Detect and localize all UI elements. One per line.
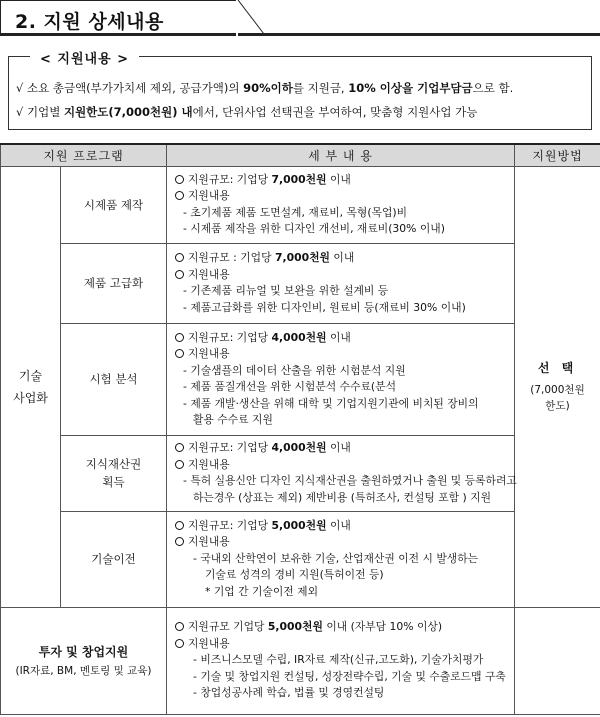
scale-amount: 5,000천원: [267, 620, 323, 634]
program-name-line-2: 획득: [102, 475, 125, 489]
scale-suffix: 이내: [326, 172, 351, 186]
table-row: [1, 323, 600, 435]
detail-item: - 초기제품 제품 도면설계, 재료비, 목형(목업)비: [183, 205, 408, 219]
detail-item: - 창업성공사례 학습, 법률 및 경영컨설팅: [193, 686, 385, 700]
table-row: [1, 243, 600, 323]
program-detail: [167, 511, 515, 607]
scale-suffix: 이내 (자부담 10% 이상): [322, 620, 443, 634]
program-detail: [167, 607, 515, 714]
support-program-table: [0, 143, 600, 715]
circle-bullet-icon: [175, 175, 184, 184]
circle-bullet-icon: [175, 349, 184, 358]
program-name: [61, 435, 167, 511]
program-name: 기술이전: [61, 511, 167, 607]
circle-bullet-icon: [175, 270, 184, 279]
support-line-1-mid: 를 지원금,: [292, 81, 349, 95]
method-sub-2: 한도): [545, 400, 570, 412]
circle-bullet-icon: [175, 253, 184, 262]
detail-item: * 기업 간 기술이전 제외: [205, 584, 318, 598]
support-label: < 지원내용 >: [30, 48, 139, 67]
detail-item: 기술료 성격의 경비 지원(특허이전 등): [205, 568, 384, 582]
scale-prefix: 지원규모: 기업당: [188, 441, 272, 454]
scale-prefix: 지원규모 기업당: [188, 620, 268, 634]
scale-prefix: 지원규모 : 기업당: [188, 251, 275, 264]
program-name-line-1: 지식재산권: [85, 457, 142, 471]
support-method: [515, 166, 600, 607]
header-detail: 세 부 내 용: [167, 144, 515, 166]
content-label: 지원내용: [188, 267, 230, 281]
content-label: 지원내용: [188, 347, 230, 360]
scale-prefix: 지원규모: 기업당: [188, 518, 272, 532]
circle-bullet-icon: [175, 460, 184, 469]
support-line-1-bold-a: 90%이하: [243, 81, 293, 95]
scale-suffix: 이내: [329, 251, 355, 264]
category-1-line-2: 사업화: [13, 390, 48, 405]
section-title-box: [0, 0, 238, 36]
category-investment-startup: [1, 607, 167, 714]
support-line-1: [16, 80, 513, 96]
detail-item: - 기술 및 창업지원 컨설팅, 성장전략수립, 기술 및 수출로드맵 구축: [193, 669, 506, 683]
program-detail: [167, 435, 515, 511]
support-line-2-suffix: 에서, 단위사업 선택권을 부여하여, 맞춤형 지원사업 가능: [192, 105, 478, 119]
content-label: 지원내용: [188, 189, 230, 202]
title-slant-decoration: [236, 0, 266, 36]
content-label: 지원내용: [188, 535, 230, 549]
detail-item: - 제품고급화를 위한 디자인비, 원료비 등(재료비 30% 이내): [183, 300, 466, 314]
table-header-row: [1, 144, 600, 166]
scale-prefix: 지원규모: 기업당: [188, 330, 272, 344]
scale-suffix: 이내: [326, 441, 351, 454]
table-row: [1, 511, 600, 607]
detail-item: - 비즈니스모델 수립, IR자료 제작(신규,고도화), 기술가치평가: [193, 653, 484, 667]
support-line-2-text: √ 기업별: [16, 105, 64, 119]
detail-item: 활용 수수료 지원: [193, 413, 273, 426]
table-row: [1, 166, 600, 243]
scale-amount: 5,000천원: [271, 518, 327, 532]
content-label: 지원내용: [188, 457, 230, 471]
circle-bullet-icon: [175, 443, 184, 452]
method-sub-1: (7,000천원: [530, 384, 585, 396]
header-method: 지원방법: [515, 144, 600, 166]
circle-bullet-icon: [175, 521, 184, 530]
detail-item: - 특허 실용신안 디자인 지식재산권을 출원하였거나 출원 및 등록하려고: [183, 474, 517, 487]
detail-item: - 국내외 산학연이 보유한 기술, 산업재산권 이전 시 발생하는: [193, 551, 479, 565]
table-row: [1, 607, 600, 714]
section-header: [0, 0, 600, 40]
method-main: 선 택: [537, 361, 578, 375]
header-program: 지원 프로그램: [1, 144, 167, 166]
detail-item: - 제품 개발·생산을 위해 대학 및 기업지원기관에 비치된 장비의: [183, 396, 479, 410]
scale-amount: 4,000천원: [271, 441, 327, 454]
category-2-line-1: 투자 및 창업지원: [38, 644, 129, 659]
program-detail: [167, 166, 515, 243]
scale-amount: 4,000천원: [271, 330, 327, 344]
detail-item: - 기존제품 리뉴얼 및 보완을 위한 설계비 등: [183, 284, 389, 297]
category-1-line-1: 기술: [18, 368, 43, 383]
program-detail: [167, 323, 515, 435]
table-row: [1, 435, 600, 511]
program-detail: [167, 243, 515, 323]
support-line-2-bold: 지원한도(7,000천원) 내: [63, 105, 193, 119]
category-tech-commercialization: [1, 166, 61, 607]
detail-item: - 제품 품질개선을 위한 시험분석 수수료(분석: [183, 380, 397, 393]
program-name: 시제품 제작: [61, 166, 167, 243]
section-title: 2. 지원 상세내용: [15, 11, 164, 33]
circle-bullet-icon: [175, 537, 184, 546]
scale-suffix: 이내: [326, 330, 351, 344]
scale-suffix: 이내: [326, 518, 351, 532]
scale-amount: 7,000천원: [274, 251, 330, 264]
support-line-1-bold-b: 10% 이상을 기업부담금: [348, 81, 473, 95]
circle-bullet-icon: [175, 191, 184, 200]
support-method-empty: [515, 607, 600, 714]
program-name: 제품 고급화: [61, 243, 167, 323]
support-line-2: [16, 104, 477, 120]
circle-bullet-icon: [175, 333, 184, 342]
support-line-1-text: √ 소요 총금액(부가가치세 제외, 공급가액)의: [16, 81, 244, 95]
circle-bullet-icon: [175, 639, 184, 648]
program-name: 시험 분석: [61, 323, 167, 435]
circle-bullet-icon: [175, 622, 184, 631]
detail-item: 하는경우 (상표는 제외) 제반비용 (특허조사, 컨설팅 포함 ) 지원: [193, 490, 492, 504]
scale-amount: 7,000천원: [271, 172, 327, 186]
content-label: 지원내용: [188, 636, 230, 650]
title-underline: [238, 33, 600, 36]
category-2-line-2: (IR자료, BM, 멘토링 및 교육): [15, 664, 152, 677]
support-line-1-suffix: 으로 함.: [472, 81, 514, 95]
scale-prefix: 지원규모: 기업당: [188, 172, 272, 186]
detail-item: - 기술샘플의 데이터 산출을 위한 시험분석 지원: [183, 363, 406, 377]
detail-item: - 시제품 제작을 위한 디자인 개선비, 재료비(30% 이내): [183, 222, 445, 235]
